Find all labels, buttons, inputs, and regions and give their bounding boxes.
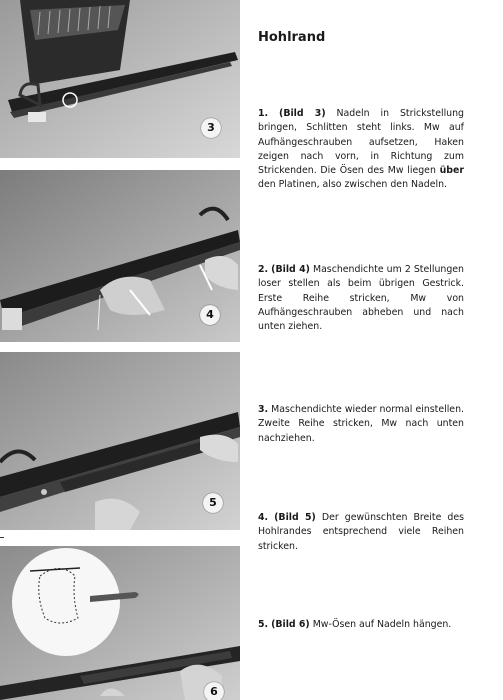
step-3 bbox=[258, 403, 464, 446]
step-number: 3. bbox=[258, 404, 269, 415]
photo-6 bbox=[0, 546, 240, 700]
photo-number-badge: 3 bbox=[201, 118, 221, 138]
step-text: Maschendichte wieder normal einstellen. Zweite Reihe stricken, Mw nach unten nachziehen. bbox=[258, 404, 464, 444]
step-2 bbox=[258, 263, 464, 334]
step-text: Maschendichte um 2 Stellungen loser stellen als beim übrigen Gestrick. Erste Reihe stricken, Mw von Aufhängeschrauben abheben und nach unten ziehen. bbox=[258, 264, 464, 333]
step-number: 1. bbox=[258, 108, 269, 119]
figure-ref: (Bild 6) bbox=[271, 619, 310, 630]
step-1 bbox=[258, 107, 464, 193]
photo-number-badge: 6 bbox=[204, 682, 224, 700]
figure-ref: (Bild 4) bbox=[271, 264, 310, 275]
step-number: 4. bbox=[258, 512, 269, 523]
photo-number-badge: 5 bbox=[203, 493, 223, 513]
step-4 bbox=[258, 511, 464, 554]
photo-number-badge: 4 bbox=[200, 305, 220, 325]
figure-ref: (Bild 3) bbox=[279, 108, 326, 119]
margin-mark bbox=[0, 537, 4, 538]
step-text: den Platinen, also zwischen den Nadeln. bbox=[258, 179, 447, 191]
photo-3 bbox=[0, 0, 240, 158]
emphasis: über bbox=[439, 165, 464, 177]
step-text: Der gewünschten Breite des Hohlrandes entsprechend viele Reihen stricken. bbox=[258, 512, 464, 552]
step-text: Mw-Ösen auf Nadeln hängen. bbox=[309, 619, 452, 630]
section-title: Hohlrand bbox=[258, 30, 326, 45]
step-number: 5. bbox=[258, 619, 269, 630]
step-text: Nadeln in Strickstellung bringen, Schlitten steht links. Mw auf Aufhängeschrauben aufsetzen, Haken zeigen nach vorn, in Richtung zum Strickenden. Die Ösen des Mw liegen bbox=[258, 108, 465, 177]
figure-ref: (Bild 5) bbox=[274, 512, 316, 523]
step-number: 2. bbox=[258, 264, 269, 275]
photo-4 bbox=[0, 170, 240, 342]
photo-5 bbox=[0, 352, 240, 530]
step-5 bbox=[258, 618, 464, 632]
photo-column bbox=[0, 0, 240, 700]
